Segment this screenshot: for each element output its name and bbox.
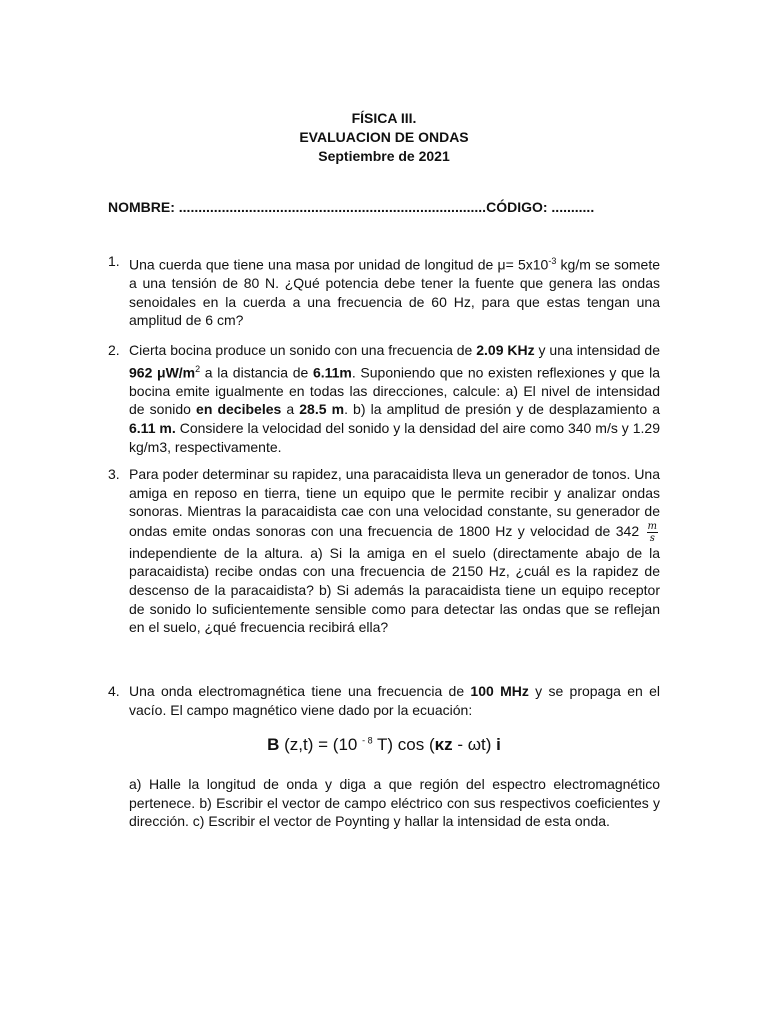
student-info-line [108,199,668,215]
magnetic-field-equation: B (z,t) = (10 $^{- 8}$ T) cos (κz - ωt) i [267,735,501,754]
question-3 [108,465,660,637]
question-text: Para poder determinar su rapidez, una paracaidista lleva un generador de tonos. Una amiga en reposo en tierra, tiene un equipo que le permite recibir y analizar ondas sonoras. Mientras la paracaidista cae con una velocidad constante, su generador de ondas emite ondas sonoras con una frecuencia de 1800 Hz y velocidad de 342 $\frac{m}{s}$ independiente de la altura. a) Si la amiga en el suelo (directamente abajo de la paracaidista) recibe ondas con una frecuencia de 2150 Hz, ¿cuál es la rapidez de descenso de la paracaidista? b) Si además la paracaidista tiene un equipo receptor de sonido lo suficientemente sensible como para detectar las ondas que se reflejan en el suelo, ¿qué frecuencia recibirá ella? [129,466,660,636]
exam-date: Septiembre de 2021 [318,148,450,164]
question-number: 3. [108,466,120,482]
question-2 [108,341,660,456]
course-title: FÍSICA III. [351,110,417,126]
exam-header [0,109,768,166]
question-text: Una cuerda que tiene una masa por unidad de longitud de $\mu= 5x10^{-3}$ kg/m se somete a una tensión de 80 N. ¿Qué potencia debe tener la fuente que genera las ondas senoidales en la cuerda a una frecuencia de 60 Hz, para que estas tengan una amplitud de 6 cm? [129,256,660,329]
codigo-label: CÓDIGO: [486,199,552,215]
question-4-subparts [108,775,660,831]
question-number: 4. [108,683,120,699]
codigo-fill-line: ........... [551,199,595,215]
question-4 [108,682,660,719]
question-text: Una onda electromagnética tiene una frecuencia de 100 MHz y se propaga en el vacío. El campo magnético viene dado por la ecuación: [129,683,660,718]
nombre-fill-line: ............................................................................... [178,199,487,215]
nombre-label: NOMBRE: [108,199,179,215]
exam-title: EVALUACION DE ONDAS [299,129,469,145]
question-number: 2. [108,342,120,358]
question-number: 1. [108,253,120,269]
units-fraction: $\frac{m}{s}$ [647,520,657,544]
question-text: Cierta bocina produce un sonido con una frecuencia de 2.09 KHz y una intensidad de 962 $\mu W/m^2$ a la distancia de 6.11m. Suponiendo que no existen reflexiones y que la bocina emite igualmente en todas las direcciones, calcule: a) El nivel de intensidad de sonido en decibeles a 28.5 m. b) la amplitud de presión y de desplazamiento a 6.11 m. Considere la velocidad del sonido y la densidad del aire como 340 m/s y 1.29 kg/m3, respectivamente. [129,342,660,455]
question-1 [108,252,660,330]
question-text: a) Halle la longitud de onda y diga a que región del espectro electromagnético pertenece. b) Escribir el vector de campo eléctrico con sus respectivos coeficientes y dirección. c) Escribir el vector de Poynting y hallar la intensidad de esta onda. [129,776,660,830]
